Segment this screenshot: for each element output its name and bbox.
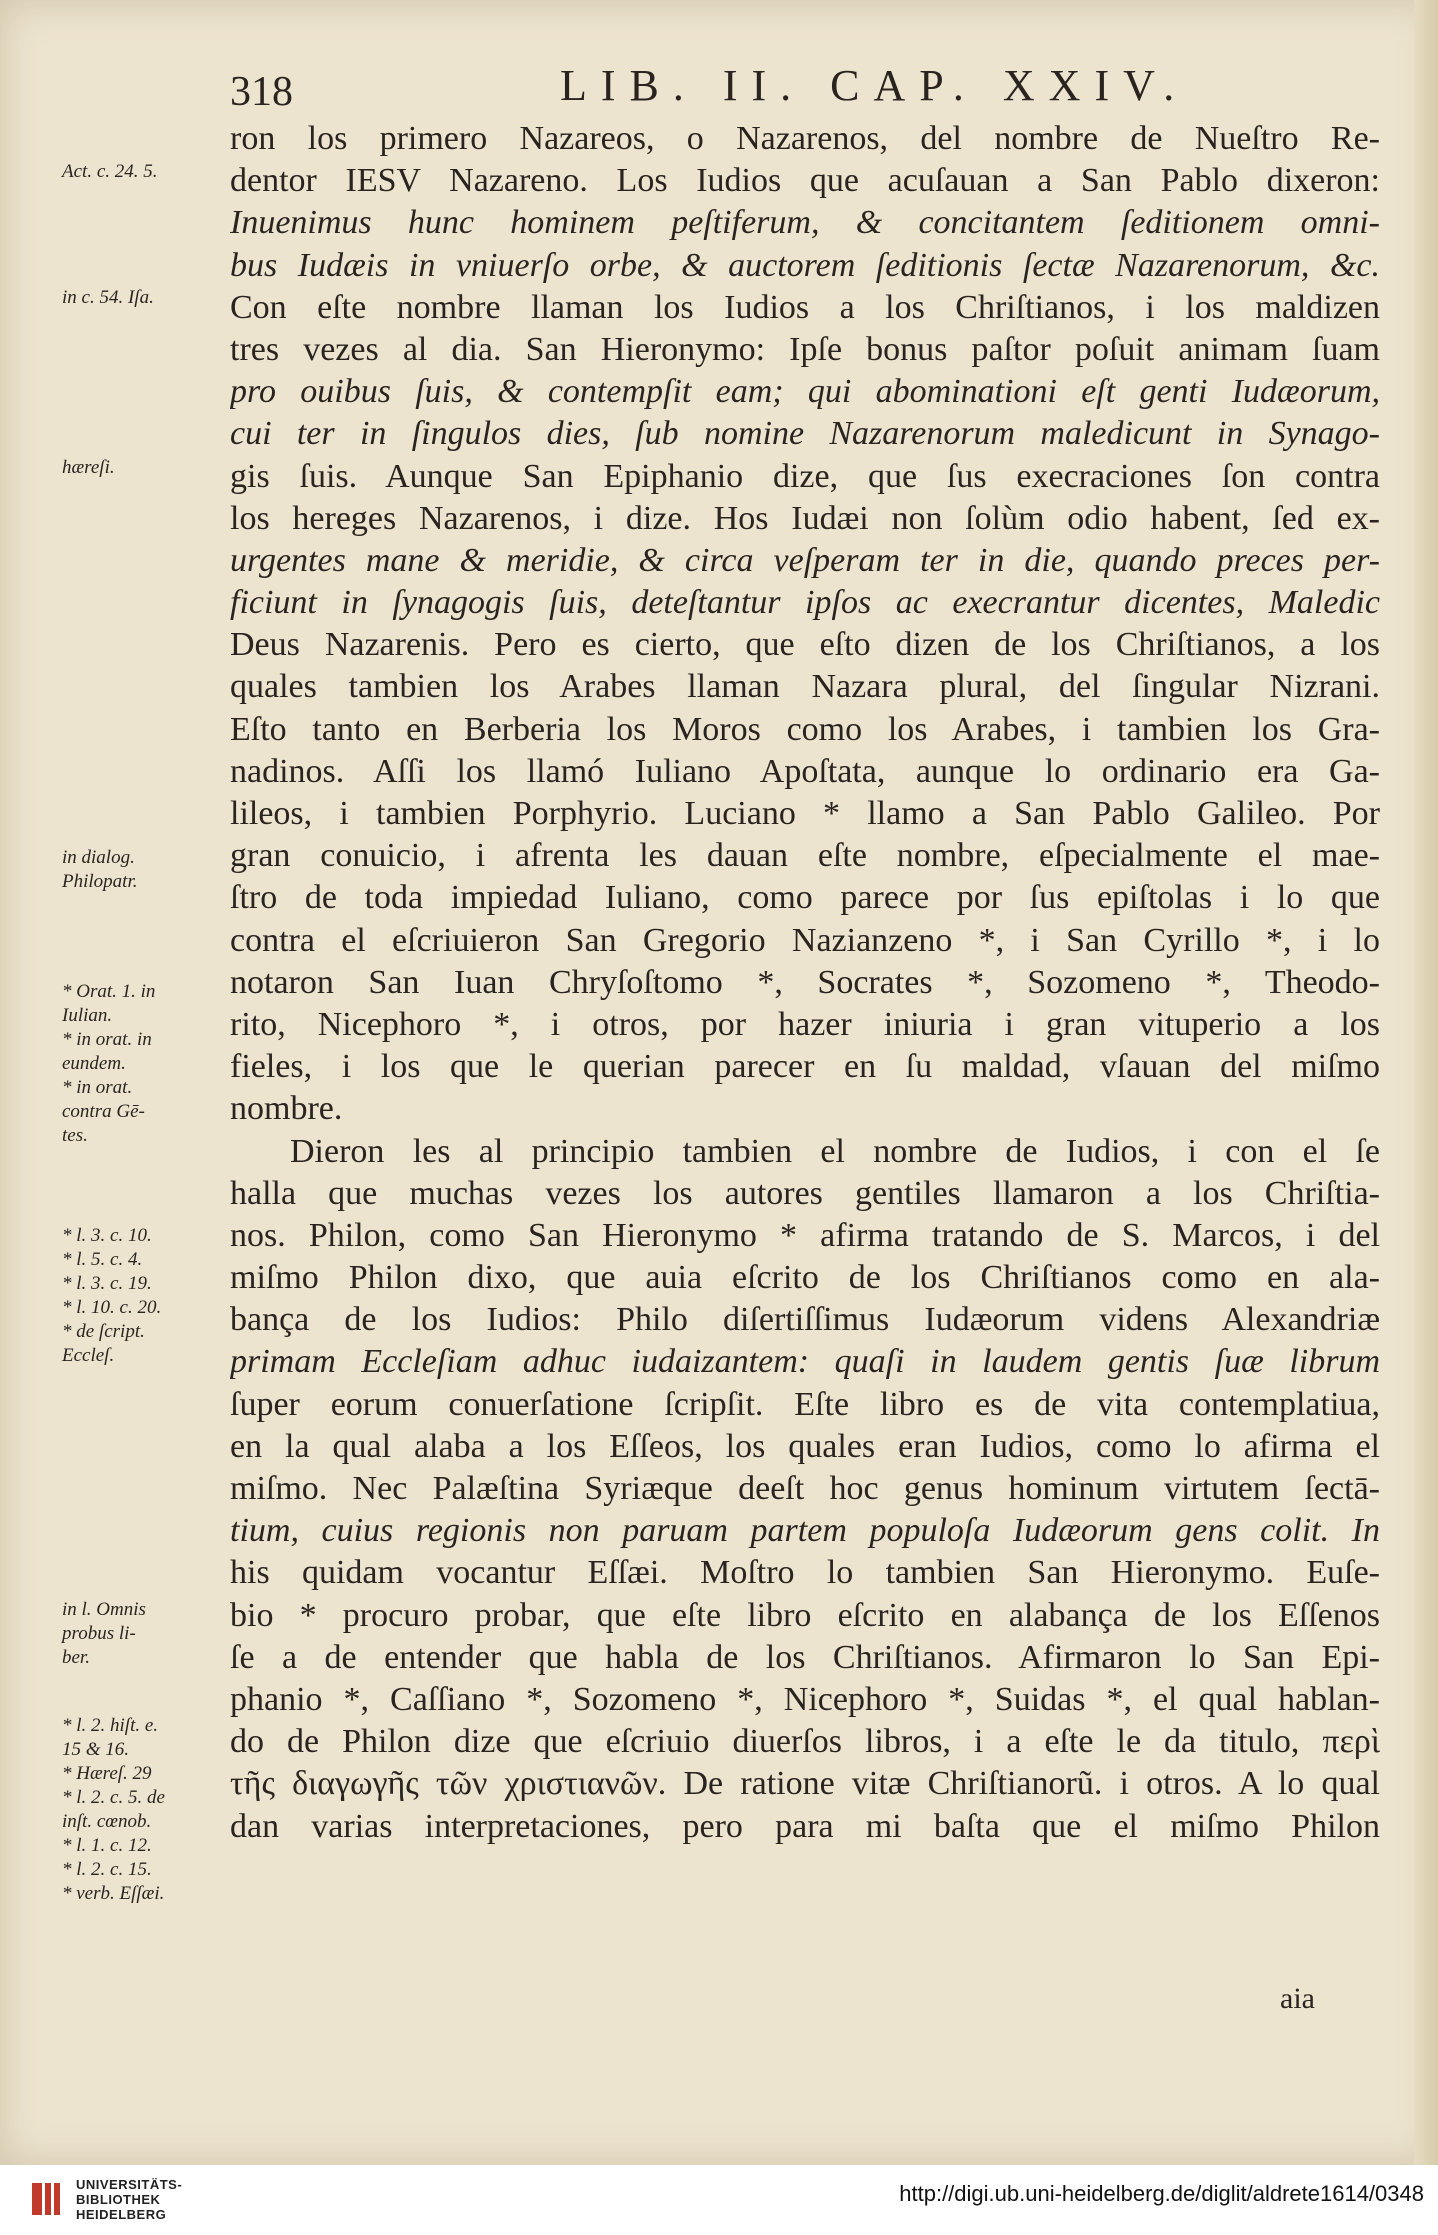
text-line: quales tambien los Arabes llaman Nazara plural, del ſingular Nizrani. (230, 668, 1380, 706)
text-line: tium, cuius regionis non paruam partem populoſa Iudæorum gens colit. In (230, 1512, 1380, 1550)
library-logo-icon (28, 2181, 64, 2217)
text-line: miſmo. Nec Palæſtina Syriæque deeſt hoc genus hominum virtutem ſectā- (230, 1470, 1380, 1507)
text-line: pro ouibus ſuis, & contempſit eam; qui abominationi eſt genti Iudæorum, (230, 373, 1380, 411)
text-line: nadinos. Aſſi los llamó Iuliano Apoſtata, aunque lo ordinario era Ga- (230, 752, 1380, 790)
page-number: 318 (230, 69, 293, 115)
text-line: ficiunt in ſynagogis ſuis, deteſtantur ipſos ac execrantur dicentes, Maledic (230, 584, 1380, 622)
margin-note: in c. 54. Iſa. (62, 287, 154, 308)
text-line: dentor IESV Nazareno. Los Iudios que acuſauan a San Pablo dixeron: (230, 162, 1380, 200)
text-line: bus Iudæis in vniuerſo orbe, & auctorem ſeditionis ſectæ Nazarenorum, &c. (230, 246, 1380, 284)
text-line: primam Eccleſiam adhuc iudaizantem: quaſi in laudem gentis ſuæ librum (230, 1343, 1380, 1381)
text-line: rito, Nicephoro *, i otros, por hazer iniuria i gran vituperio a los (230, 1005, 1380, 1043)
viewer-footer (0, 2165, 1438, 2235)
text-line: ſe a de entender que habla de los Chriſtianos. Afirmaron lo San Epi- (230, 1638, 1380, 1676)
library-name-line: HEIDELBERG (76, 2207, 167, 2222)
text-line: halla que muchas vezes los autores gentiles llamaron a los Chriſtia- (230, 1174, 1380, 1212)
text-line: nombre. (230, 1090, 343, 1128)
text-line: ſuper eorum conuerſatione ſcripſit. Eſte libro es de vita contemplatiua, (230, 1385, 1380, 1423)
text-line: bio * procuro probar, que eſte libro eſcrito en alabança de los Eſſenos (230, 1596, 1380, 1634)
page-edge (1414, 0, 1438, 2165)
text-line: en la qual alaba a los Eſſeos, los quales eran Iudios, como lo afirma el (230, 1427, 1380, 1465)
text-line: τῆς διαγωγῆς τῶν χριστιανῶν. De ratione vitæ Chriſtianorũ. i otros. A lo qual (230, 1765, 1380, 1803)
margin-note: in l. Omnis probus li- ber. (62, 1599, 146, 1668)
body-text (230, 118, 1380, 1848)
text-line: ron los primero Nazareos, o Nazarenos, del nombre de Nueſtro Re- (230, 120, 1380, 157)
margin-note: hæreſi. (62, 457, 115, 478)
library-name-line: UNIVERSITÄTS- (76, 2177, 183, 2192)
text-line: fieles, i los que le querian parecer en ſu maldad, vſauan del miſmo (230, 1048, 1380, 1086)
margin-note: * Orat. 1. in Iulian. * in orat. in eundem. * in orat. contra Gē- tes. (62, 981, 156, 1146)
margin-note: * l. 3. c. 10. * l. 5. c. 4. * l. 3. c. 19. * l. 10. c. 20. * de ſcript. Eccleſ. (62, 1225, 162, 1366)
catchword: aia (1280, 1982, 1315, 2015)
text-line: cui ter in ſingulos dies, ſub nomine Nazarenorum maledicunt in Synago- (230, 415, 1380, 453)
text-line: notaron San Iuan Chryſoſtomo *, Socrates *, Sozomeno *, Theodo- (230, 963, 1380, 1001)
text-line: ſtro de toda impiedad Iuliano, como parece por ſus epiſtolas i lo que (230, 879, 1380, 917)
text-line: do de Philon dize que eſcriuio diuerſos libros, i a eſte le da titulo, περὶ (230, 1723, 1380, 1761)
library-name (76, 2177, 182, 2222)
text-line: gis ſuis. Aunque San Epiphanio dize, que ſus execraciones ſon contra (230, 457, 1380, 495)
text-line: his quidam vocantur Eſſæi. Moſtro lo tambien San Hieronymo. Euſe- (230, 1554, 1380, 1592)
text-line: Eſto tanto en Berberia los Moros como los Arabes, i tambien los Gra- (230, 710, 1380, 748)
text-line: contra el eſcriuieron San Gregorio Nazianzeno *, i San Cyrillo *, i lo (230, 921, 1380, 959)
text-line: los hereges Nazarenos, i dize. Hos Iudæi non ſolùm odio habent, ſed ex- (230, 499, 1380, 537)
text-line: tres vezes al dia. San Hieronymo: Ipſe bonus paſtor poſuit animam ſuam (230, 330, 1380, 368)
text-line: miſmo Philon dixo, que auia eſcrito de los Chriſtianos como en ala- (230, 1259, 1380, 1297)
margin-notes (62, 118, 222, 2018)
text-line: dan varias interpretaciones, pero para mi baſta que el miſmo Philon (230, 1807, 1380, 1845)
text-line: Dieron les al principio tambien el nombre de Iudios, i con el ſe (290, 1132, 1380, 1170)
source-url-link[interactable]: http://digi.ub.uni-heidelberg.de/diglit/aldrete1614/0348 (899, 2181, 1424, 2206)
margin-note: * l. 2. hiſt. e. 15 & 16. * Hæreſ. 29 * l. 2. c. 5. de inſt. cœnob. * l. 1. c. 12. * l. 2. c. 15. * verb. Eſſæi. (62, 1715, 165, 1904)
page-header (230, 60, 1380, 120)
text-line: phanio *, Caſſiano *, Sozomeno *, Nicephoro *, Suidas *, el qual hablan- (230, 1680, 1380, 1718)
margin-note: in dialog. Philopatr. (62, 847, 138, 892)
library-name-line: BIBLIOTHEK (76, 2192, 161, 2207)
text-line: Con eſte nombre llaman los Iudios a los Chriſtianos, i los maldizen (230, 288, 1380, 326)
text-line: lileos, i tambien Porphyrio. Luciano * llamo a San Pablo Galileo. Por (230, 795, 1380, 832)
text-line: Deus Nazarenis. Pero es cierto, que eſto dizen de los Chriſtianos, a los (230, 626, 1380, 664)
text-line: gran conuicio, i afrenta les dauan eſte nombre, eſpecialmente el mae- (230, 837, 1380, 875)
text-line: Inuenimus hunc hominem peſtiferum, & concitantem ſeditionem omni- (230, 204, 1380, 242)
text-line: urgentes mane & meridie, & circa veſperam ter in die, quando preces per- (230, 541, 1380, 579)
margin-note: Act. c. 24. 5. (62, 161, 158, 182)
text-line: bança de los Iudios: Philo diſertiſſimus Iudæorum videns Alexandriæ (230, 1301, 1380, 1339)
text-line: nos. Philon, como San Hieronymo * afirma tratando de S. Marcos, i del (230, 1216, 1380, 1254)
running-head: LIB. II. CAP. XXIV. (560, 61, 1189, 110)
